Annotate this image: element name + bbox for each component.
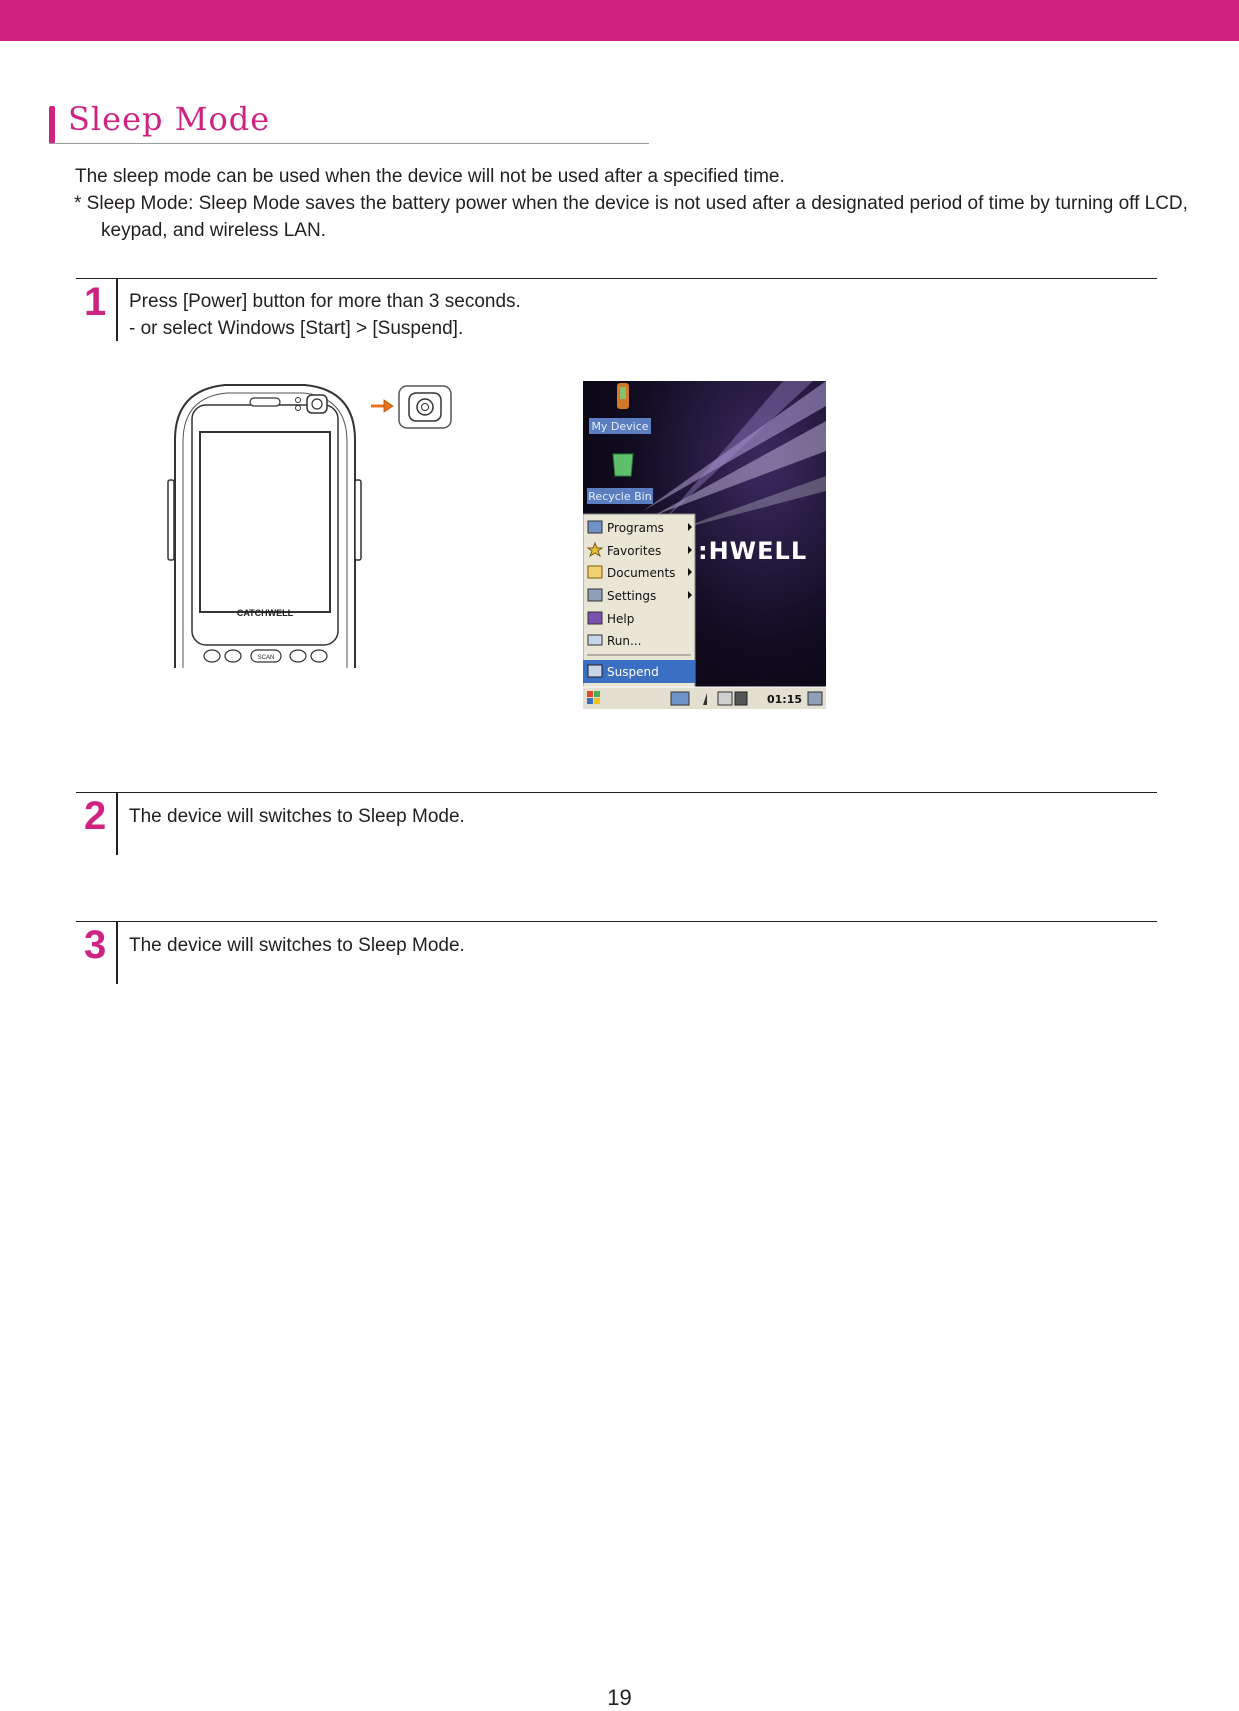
device-illustration	[165, 380, 465, 670]
svg-text:Run...: Run...	[607, 634, 642, 648]
page-number: 19	[607, 1685, 632, 1710]
section-marker	[49, 106, 55, 144]
start-menu-screenshot	[583, 381, 826, 709]
svg-text:Programs: Programs	[607, 521, 664, 535]
network-icon	[671, 692, 689, 705]
step-3-bar	[116, 922, 118, 984]
step-1-line-2: - or select Windows [Start] > [Suspend].	[129, 318, 464, 339]
svg-text:Documents: Documents	[607, 566, 676, 580]
step-2-bar	[116, 793, 118, 855]
section-title: Sleep Mode	[68, 100, 271, 138]
step-3-text: The device will switches to Sleep Mode.	[129, 935, 465, 956]
svg-text:Favorites: Favorites	[607, 544, 662, 558]
battery-icon	[718, 692, 732, 705]
step-1-bar	[116, 279, 118, 341]
menu-item-suspend[interactable]	[588, 665, 659, 679]
wallpaper-logo-text: :HWELL	[698, 537, 808, 565]
step-3-number: 3	[84, 923, 107, 967]
camera-icon	[735, 692, 747, 705]
step-2-text: The device will switches to Sleep Mode.	[129, 806, 465, 827]
sleep-mode-note: * Sleep Mode: Sleep Mode saves the battery power when the device is not used after a designated period of time by turning off LCD, keypad, and wireless LAN.	[74, 193, 1188, 241]
intro-text: The sleep mode can be used when the device will not be used after a specified time.	[75, 166, 785, 187]
desktop-switch-icon[interactable]	[808, 692, 822, 705]
desktop-icon-label-recycle-bin: Recycle Bin	[588, 490, 652, 503]
device-brand: CATCHWELL	[236, 608, 294, 618]
menu-item-help[interactable]	[588, 612, 634, 626]
svg-text:Help: Help	[607, 612, 635, 626]
step-1-rule	[76, 278, 1157, 279]
scan-key-label: SCAN	[257, 655, 275, 661]
step-3-rule	[76, 921, 1157, 922]
step-1-line-1: Press [Power] button for more than 3 seconds.	[129, 291, 521, 312]
top-header-bar	[0, 0, 1239, 41]
step-2-rule	[76, 792, 1157, 793]
svg-text:Settings: Settings	[607, 589, 657, 603]
taskbar-clock: 01:15	[767, 693, 803, 706]
svg-text:Suspend: Suspend	[607, 665, 659, 679]
step-1-number: 1	[84, 280, 107, 324]
section-divider	[49, 143, 649, 144]
step-2-number: 2	[84, 794, 107, 838]
desktop-icon-label-my-device: My Device	[591, 420, 649, 433]
